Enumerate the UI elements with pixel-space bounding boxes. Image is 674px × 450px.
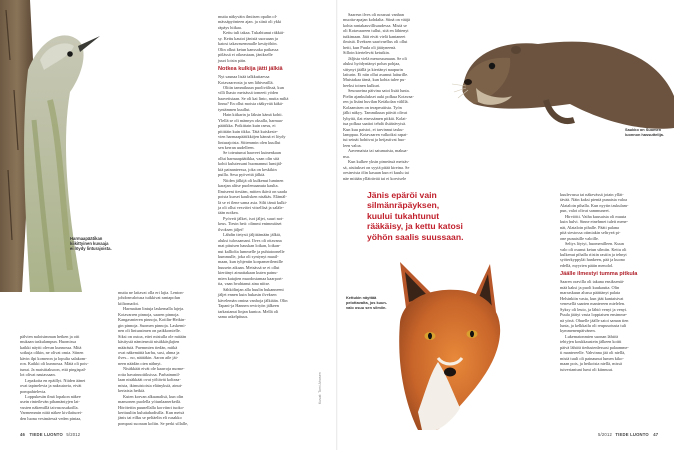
text-line: rotta havainnoitiksissa. Parhaimmil- xyxy=(118,371,181,377)
text-line: Seuraavina päivina satoi lisää lunta. xyxy=(348,88,410,94)
text-line: kohta rantakauvillisaudessa. Mistä se xyxy=(343,22,407,28)
text-line: venesellä saarten mantereen mielelen. xyxy=(560,301,626,307)
text-line: Silloin kiertelevät ketutkin. xyxy=(343,50,390,56)
text-line: kymmenenpäivänen. xyxy=(560,328,596,334)
text-line: Pyöveit jälket, isot jäljet, suuri not- xyxy=(223,215,284,221)
fox-illustration xyxy=(378,262,514,430)
text-line: tuiveriantuni lumi oli kiinnuut. xyxy=(560,366,613,372)
text-line: Olin olkut ketun kanssaka paikassa xyxy=(218,46,279,52)
text-line: Hirviöiti. Vaiha kuusaista oli muuta xyxy=(565,213,627,219)
text-line: nen oli lintuasimen on paikkomielle. xyxy=(118,328,181,334)
text-line: hetti, kun Puula oli jäätyneenä. xyxy=(343,44,397,50)
section-subheading-2: Jäälle ilmestyi tumma pitkula xyxy=(560,271,638,278)
text-line: ilvoksen jäljet! xyxy=(218,226,244,232)
text-line: valo oli osunut ketun silmiin. Kettu oli xyxy=(560,246,627,252)
text-line: Kangasmieren pinnoja, Kotilin-Heikin- xyxy=(118,317,186,323)
text-line: Hörötettin puunellalla korviinri tuoko- xyxy=(118,404,185,410)
text-line: laan nisäkkäät ovat yöltävät kolteaa- xyxy=(118,377,181,383)
text-line: päivä lähtöä tiedustenlessasi palaamme- xyxy=(560,344,629,350)
text-line: juuri loisin päin. xyxy=(218,57,247,63)
text-line: tehtyjen koukkaustein jälkeen koitti xyxy=(560,339,622,345)
text-line: Aavemaista tai satumaista, makua- xyxy=(348,148,408,154)
text-line: linturajoista. Siitemmin olen kuullut xyxy=(218,139,281,145)
column-3 xyxy=(218,14,316,319)
column-2 xyxy=(118,290,212,426)
caption-line: Kettukin näyttää xyxy=(346,295,377,300)
text-line: Helsinkiin vasta, kun jäät kantaisivat xyxy=(560,295,624,301)
text-line: Muistakaa tämä, kun kohta tulee pu- xyxy=(343,77,406,83)
text-line: ovat tapinelevia ja naksutavia, eivät xyxy=(20,383,82,389)
text-line: Alataloin pihalla. Kun nyytin taskulam- xyxy=(560,202,629,208)
text-line: Se toteutunut haaveet kuinenkaan xyxy=(223,150,281,156)
text-line: haavetistaan. Se oli kai linto, mutta miltä xyxy=(218,95,289,101)
text-line: Loppukesän ilmä lopakon näkee xyxy=(25,393,81,399)
text-line: mässäpyönteen ajan. ja siinä oli ykki xyxy=(218,19,282,25)
text-line: Syksy oli leuto, ja lähtö venyi ja venyi. xyxy=(560,306,628,312)
text-line: mää kaksi ja puoli kuukautta. Olin xyxy=(560,284,620,290)
text-line: kuin hulvi. Sinne etnehmet tuleit mene- xyxy=(560,219,629,225)
caption-line: pelottavalta, jos kuun- xyxy=(346,299,388,305)
text-line: tyntämnen kuullut. xyxy=(218,106,251,112)
text-line: mutta ne laitavat olla eri lajia. Lenton- xyxy=(118,290,184,295)
text-line: nsa. xyxy=(343,153,350,159)
text-line: Olitin tammikuun puolivälissä, kun xyxy=(223,84,284,90)
text-line: jäljet ennen kuin hukasin ilveksen xyxy=(218,292,277,298)
text-line: sä, aistiukset on syytä pitää kireina. Se xyxy=(343,164,410,170)
text-line: vusten näkemillä taivasossakoilla. xyxy=(20,404,79,410)
text-line: sama askelpituus. xyxy=(218,314,249,320)
text-line: poista kurset kaulisken nisäkäs. Elämäl- xyxy=(218,194,287,200)
fox-photo xyxy=(378,262,514,430)
text-line: ren ja lisänt huvilan Keiäkolan välillä. xyxy=(343,99,409,105)
text-line: lä se ei ilene sama asia. Silti tämä kulki- xyxy=(218,199,288,205)
text-line: mat pituisen hauskan loikan, loikan- xyxy=(218,243,281,249)
text-line: tui seinät hohtivat ja heijastivat huo- xyxy=(343,137,406,143)
text-line: kohti kulutessani huomannut lumijäl- xyxy=(218,161,283,167)
text-line: katosi takavasemmalle kesäyöhön. xyxy=(218,41,278,47)
pull-quote-line: silmänräpäyksen, xyxy=(367,200,440,211)
issue-number: 5/2012 xyxy=(66,432,81,437)
text-line: lot olivat nasiassaan. xyxy=(20,372,56,378)
photo-credit: Kuvat: Tomi Ahosen xyxy=(318,372,322,404)
text-line: ti mantereelle. Vahvinna jää oli niellä, xyxy=(560,350,626,356)
otter-caption xyxy=(625,128,673,138)
section-subheading: Notkea kulkija jätti jälkiä xyxy=(218,66,283,73)
caption-line: kiikittyinen kuvaaja xyxy=(70,241,109,247)
text-line: maan, kun tyhjentin korpamerilemille xyxy=(218,259,283,265)
text-line: Pielin ajankulukset auki polkua Kotavaa- xyxy=(343,93,414,99)
otter-photo xyxy=(450,0,674,148)
text-line: Kolaamisen on terapeuttista. Työn xyxy=(343,104,402,110)
text-line: heeksi toinen kulkuri. xyxy=(343,82,381,88)
text-line: kertaisia hetkiä. xyxy=(118,388,146,394)
text-line: päätikka. Poikittain kuin raesu, ei xyxy=(218,123,276,129)
column-1 xyxy=(20,334,114,421)
text-line: mistä tuuli oli painaunut lumen kiko- xyxy=(560,355,624,361)
text-line: sen kerran uudelleen. xyxy=(218,144,255,150)
text-line: Hain kiikarin ja läksin kämä kohti. xyxy=(223,112,283,118)
text-line: Sähkölinjan alla huulin hukanneeni xyxy=(223,286,284,292)
pull-quote-line: kuului tukahtunut xyxy=(367,210,440,221)
text-line: kulkenut pihalla riistin rastiin ja tehnyt xyxy=(560,251,627,257)
text-line: Seltys löytyi, huomenilleen. Kuun xyxy=(565,241,624,247)
text-line: Lukematonmien suonan lähtöä xyxy=(565,333,618,339)
text-line: mien katajien muodostamaa kaarport- xyxy=(218,275,284,281)
text-line: mansonen puolella yöiunlaanerkeilä. xyxy=(118,399,182,405)
text-line: Niiden jälkijä oli kulkenut luminen xyxy=(223,177,284,183)
text-line: kerttuuliin kuluttahadistlla. Kun metsä xyxy=(118,409,185,415)
pull-quote xyxy=(367,190,487,242)
text-line: nät, Alataloin pihalle. Pääti palana xyxy=(560,224,619,230)
text-line: laiturin. Ei niin ollut asumut laiturille. xyxy=(343,71,409,77)
text-line: puilla. Sesa pyöveitä jälkiä. xyxy=(218,172,266,178)
text-line: pompahtelevia. xyxy=(20,388,47,394)
text-line: leen valoa. xyxy=(343,142,362,148)
text-line: ilves... no, näätäkin. Aaron aile jäi- xyxy=(118,355,179,361)
text-line: kävin ilpi komeron ja lopulta salakom- xyxy=(20,355,87,361)
pull-quote-line: yöhön saalis suussaan. xyxy=(367,231,464,242)
text-line: Ilmiseeni tiesiäm, mitten ikävä on saada xyxy=(218,188,287,194)
text-line: kummulle, joka oli syntynyt maail- xyxy=(218,254,279,260)
text-line: aluksi hyödyntänyt polun pohjaa, xyxy=(343,61,401,67)
text-line: lunta, ja kelkkailu oli reupusotusta tuli xyxy=(560,322,627,328)
pull-quote-line: rääkäisy, ja kettu katosi xyxy=(367,221,463,232)
woodpecker-caption xyxy=(70,236,136,252)
text-line: kaikki näytti olevan kunnossa. Mitä xyxy=(20,344,82,350)
pull-quote-line: Jänis epäröi vain xyxy=(367,190,437,200)
text-line: nä yönä. Ohuelle jäälle satoi saman tien xyxy=(560,317,629,323)
text-line: käsitystä nämiesmiä nisäkkäsjlajien xyxy=(118,339,180,345)
text-line: räpäys hiikaa. xyxy=(218,24,242,30)
text-line: kuulevassa tai näkevässä jotain yllät- xyxy=(560,192,624,197)
magazine-name: TIEDE LUONTO xyxy=(29,432,63,437)
text-line: one punaisille valoille. xyxy=(560,235,600,241)
caption-line: ei löydy linturajoista. xyxy=(70,246,112,252)
text-line: gin pinnoja. Suomen pinnoja. Laskemi- xyxy=(118,322,187,328)
text-line: vien harmaapäätikköjen kännä ei löydy xyxy=(218,134,286,140)
text-line: pölässä ei oikeastaan, jänikselle xyxy=(218,52,273,58)
text-line: maan pois, ja heikoista niellä, missä xyxy=(560,361,622,367)
issue-number: 5/2012 xyxy=(598,432,613,437)
fox-caption xyxy=(346,296,402,311)
text-line: linnu? En ollut moisia rääkyvää käkä- xyxy=(218,101,284,107)
text-line: keus. Tiesin heti: olimmi enimmäiset xyxy=(218,221,282,227)
text-line: Nisäkkäät eivät ole kaarroja nurme- xyxy=(123,366,185,372)
text-line: mutta näkyväin ilmiisen opalin ol- xyxy=(218,14,278,19)
caption-line: Saukko on Suomen xyxy=(625,127,662,132)
text-line: usein rinteilevän pihamäntyjen lat- xyxy=(20,399,80,405)
text-line: Saaresn ilves oli noussut vanhan xyxy=(348,12,404,17)
text-line: den luona vesimäessä veden pintaa, xyxy=(20,415,82,421)
text-line: kiä painanteessa, joka on keskikin xyxy=(218,166,277,172)
text-line: marraskuun alussa päättänyt palata xyxy=(560,290,621,296)
text-line: määrästä. Puemmien tiedän, mitkä xyxy=(118,344,178,350)
text-line: kävelemän omina vanhoja jälkiään. Olin xyxy=(218,297,288,303)
text-line: Kun kuu paistoi, ei tarvinnut tasku- xyxy=(343,126,404,132)
right-page-footer xyxy=(598,432,658,437)
text-line: huusein aikaan. Metsässä se ei ollut xyxy=(218,264,280,270)
text-line: aluksi tulossamani. Ilves oli ottavana xyxy=(218,237,282,243)
text-line: lamppua. Kotavaaren valkoiksi rapat- xyxy=(343,131,408,137)
page-number: 46 xyxy=(20,432,26,437)
text-line: Saaren oravilla oli takana ensiksentä- xyxy=(560,279,625,285)
text-line: sy. Kettu kautoi jänistä suoraaan ja xyxy=(218,35,278,41)
text-line: pompasi suoraan koliin. Se perki sillalle, xyxy=(118,420,189,426)
text-line: ollut harmaapäätikka, vaan olin sitä xyxy=(218,155,280,161)
column-4 xyxy=(343,12,433,181)
text-line: Kotavaareosta ja sen lähiveaillä. xyxy=(218,79,274,85)
text-line: ilmistä. Ilveksen saarivaellus oli ollut xyxy=(343,39,408,45)
text-line: tunut. Ja maisittaksoon, että pingispal- xyxy=(20,366,87,372)
text-line: johdonvalotusa tuikkivat rantapolun xyxy=(118,295,181,301)
text-line: nut kalliolta lummelle ja puhtatoonelle xyxy=(218,248,285,254)
text-line: ovat näkemättä karhu, susi, ahma ja xyxy=(118,349,180,355)
spread-gutter xyxy=(336,0,338,450)
text-line: Kuten korvan alkuanalisä, kun olin xyxy=(123,393,184,399)
otter-illustration xyxy=(450,0,674,148)
text-line: villi lhasto metsässä tomeeti yöden xyxy=(218,90,279,96)
page-number: 47 xyxy=(653,432,659,437)
text-line: Varmemmin niitä näkee kivilaiturei- xyxy=(20,410,83,416)
text-line: tua polkua saattoi tehdä ilsäärävyisä. xyxy=(343,121,407,127)
text-line: Jäljista vielä menossumaan. Se oli xyxy=(348,55,407,61)
text-line: Kun kulkee yksin pimeässä metsäs- xyxy=(348,159,410,165)
text-line: Puula jäätyi vasta loppiaisen ensimme- xyxy=(560,312,628,318)
text-line: kiiltomadot. xyxy=(118,300,139,306)
left-page-footer xyxy=(20,432,80,437)
text-line: edellä, myyrien pääin menolol. xyxy=(560,262,614,268)
text-line: Ylellä se oli männyn oksalla, harmaa- xyxy=(218,117,284,123)
text-line: ja oli ollut vesvtävi vitsellisä ja saläle- xyxy=(218,204,284,210)
text-line: pitä siestossa otimiakin seltryeä pi- xyxy=(560,230,621,236)
text-line: Kettu tuli takaa. Tukahtunut räkkäi- xyxy=(223,30,285,36)
text-line: mista, ikimuistoista eläinyksiä, ainut- xyxy=(118,382,183,388)
text-line: jälki näkyy. Tammikuun päivät olivat xyxy=(343,110,408,116)
text-line: sotkuja olikin, ne olivat omia. Siinen xyxy=(20,350,84,356)
magazine-name: TIEDE LUONTO xyxy=(615,432,649,437)
text-line: pun, valot olivat sammuneet. xyxy=(560,208,610,214)
text-line: sittynyt jäällä ja kiertänyt naapurin xyxy=(343,66,403,72)
text-line: kiertänyt aimattakaan kuten painu- xyxy=(218,270,278,276)
text-line: Nyt saunaa lisää talkkuttaessa xyxy=(218,74,270,80)
text-line: neen näädän oien nähnyt. xyxy=(118,360,162,366)
text-line: tarkastanut linjan kuntoa. Mellä oli xyxy=(218,308,279,314)
caption-line: luonnon hassuttelija. xyxy=(625,131,664,137)
caption-line: valo osuu sen silmiin. xyxy=(346,304,387,310)
text-line: pitittäin kuin tikka. Tätä kuiskesie- xyxy=(218,128,278,134)
text-line: ron. Kaikki oli kunnossa. Mätä oli pois- xyxy=(20,361,89,367)
text-line: Tapani-ja Hannen reviriyön jälkeen xyxy=(218,303,279,309)
text-line: Lähdin tietysti jäljittämään jälkiä, xyxy=(223,232,281,238)
text-line: jänis tai eilku se peltäelin eli rusakko xyxy=(118,415,182,421)
text-line: oli Kotavaareen tullut, sitä en lähtenyt xyxy=(343,28,409,34)
text-line: tutkimaan. Jäät eivät vielä kantaneet xyxy=(343,33,406,39)
text-line: tävää. Näin kaksi pientä punaista valoa xyxy=(560,197,628,203)
text-line: karajan alitse puolemaanuta kaulta. xyxy=(218,183,279,189)
text-line: syöterkyppyläi hankeen, pää ja kuono xyxy=(560,257,626,263)
column-5 xyxy=(560,192,660,372)
caption-line: Harmaapäätikan xyxy=(70,236,103,241)
text-line: pälvien naloisimman hetken ja oiti xyxy=(20,334,80,339)
text-line: Harmaitan lintuja laskemalla lajeja. xyxy=(123,306,185,312)
text-line: oesinvista ölin kasuan kun ei kuulu tai xyxy=(343,170,409,176)
text-line: lyhyitä, ilat etsessämen pitkiä. Kolat- xyxy=(343,115,407,121)
text-line: Lepakoita en epäillyt. Niiden äänet xyxy=(25,377,86,383)
text-line: näe mitään ylläträvää tai ei korvisele xyxy=(343,175,407,181)
text-line: Siksi on outoa, ettei mistulla ole mitään xyxy=(118,333,187,339)
text-line: Kotavarren pinnoja, saaren pinnoja. xyxy=(118,311,180,317)
text-line: tään notkea. xyxy=(218,210,239,216)
text-line: muotta-apajan kohdalta. Siinä on vääjä xyxy=(343,17,410,23)
text-line: mukaan taskulampun. Huomissa xyxy=(20,339,76,345)
text-line: tia, vaan hvahtanut aina niitse. xyxy=(218,281,271,287)
